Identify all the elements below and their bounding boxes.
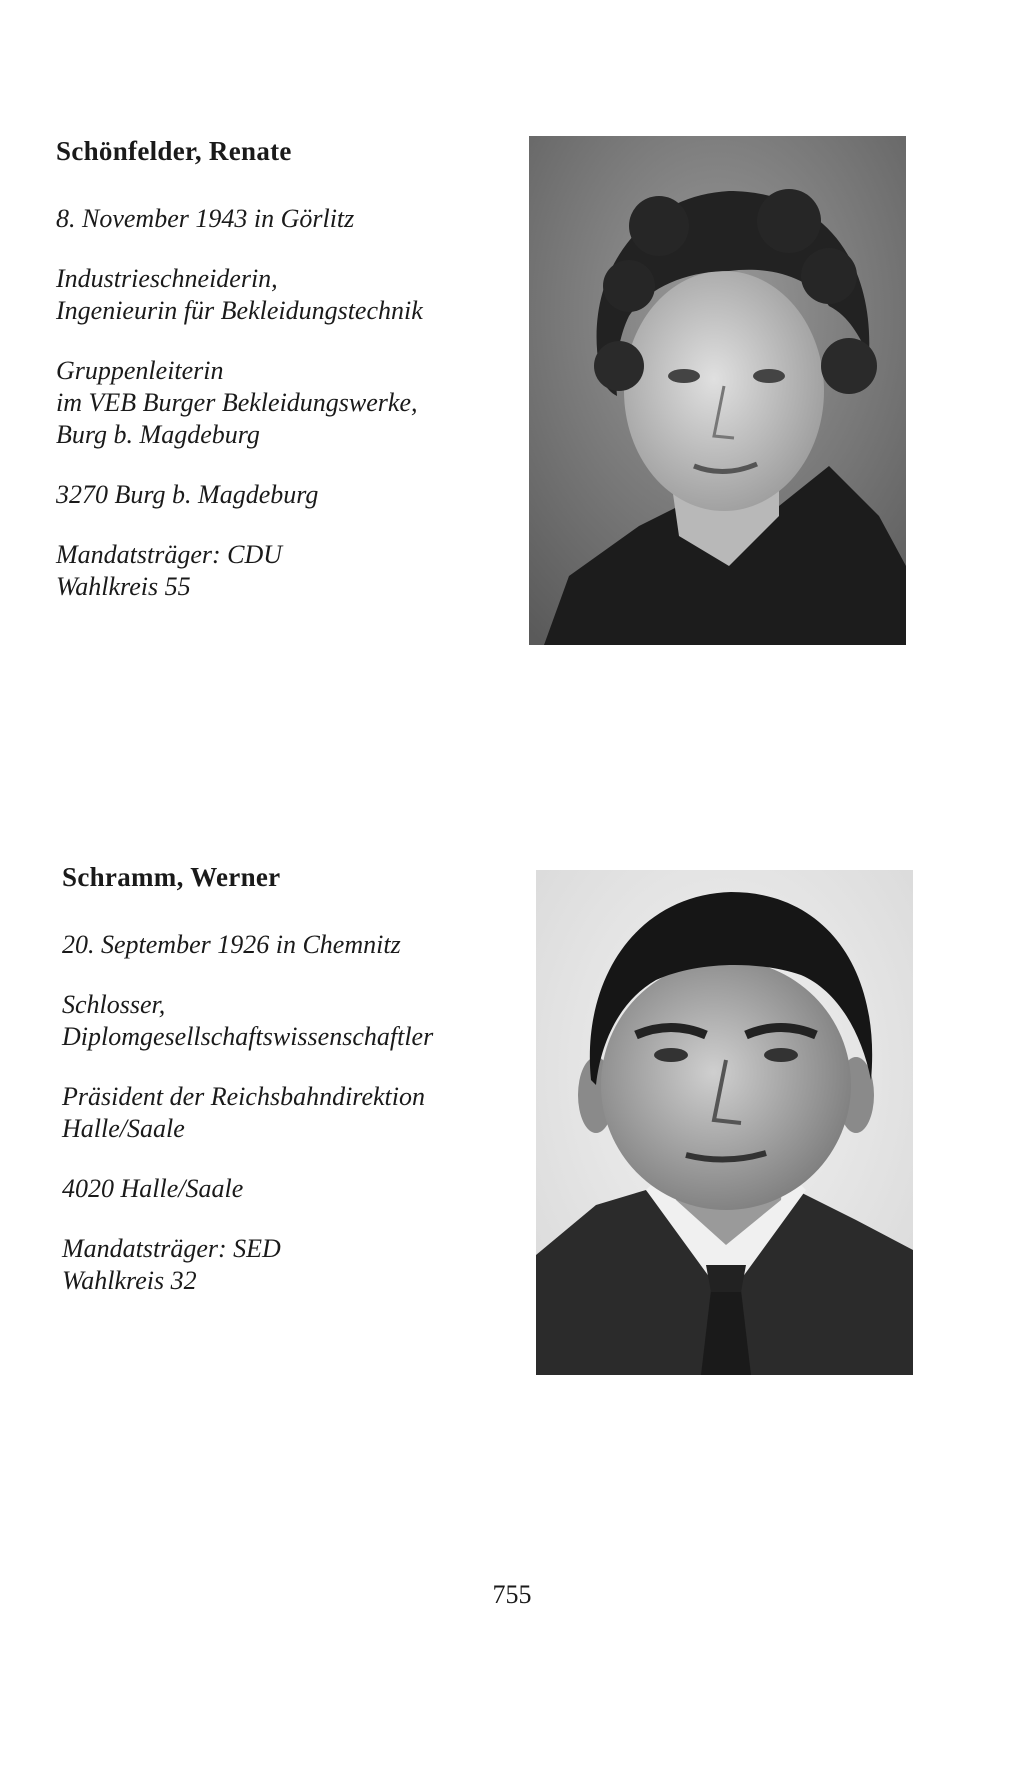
profession-block [62, 989, 433, 1053]
position-line: Halle/Saale [62, 1114, 185, 1143]
district: Wahlkreis 32 [62, 1266, 197, 1295]
page-number: 755 [492, 1580, 532, 1609]
entry-name: Schönfelder, Renate [56, 136, 292, 166]
profession-line: Diplomgesellschaftswissenschaftler [62, 1022, 434, 1051]
portrait-photo [536, 870, 913, 1375]
position-line: Burg b. Magdeburg [56, 420, 260, 449]
mandate: Mandatsträger: CDU [56, 540, 283, 569]
portrait-man-icon [536, 870, 913, 1375]
portrait-photo [529, 136, 906, 645]
position-block [62, 1081, 433, 1145]
district: Wahlkreis 55 [56, 572, 191, 601]
birth-info: 8. November 1943 in Görlitz [56, 204, 355, 233]
profession-block [56, 263, 423, 327]
mandate-block [62, 1233, 433, 1297]
address: 3270 Burg b. Magdeburg [56, 480, 319, 509]
profession-line: Ingenieurin für Bekleidungstechnik [56, 296, 423, 325]
entry-name: Schramm, Werner [62, 862, 281, 892]
position-block [56, 355, 423, 451]
mandate: Mandatsträger: SED [62, 1234, 281, 1263]
portrait-woman-icon [529, 136, 906, 645]
entry-text [62, 862, 433, 1297]
birth-info: 20. September 1926 in Chemnitz [62, 930, 401, 959]
position-line: Präsident der Reichsbahndirektion [62, 1082, 425, 1111]
mandate-block [56, 539, 423, 603]
address: 4020 Halle/Saale [62, 1174, 244, 1203]
position-line: im VEB Burger Bekleidungswerke, [56, 388, 418, 417]
profession-line: Schlosser, [62, 990, 166, 1019]
profession-line: Industrieschneiderin, [56, 264, 278, 293]
position-line: Gruppenleiterin [56, 356, 224, 385]
entry-text [56, 136, 423, 603]
